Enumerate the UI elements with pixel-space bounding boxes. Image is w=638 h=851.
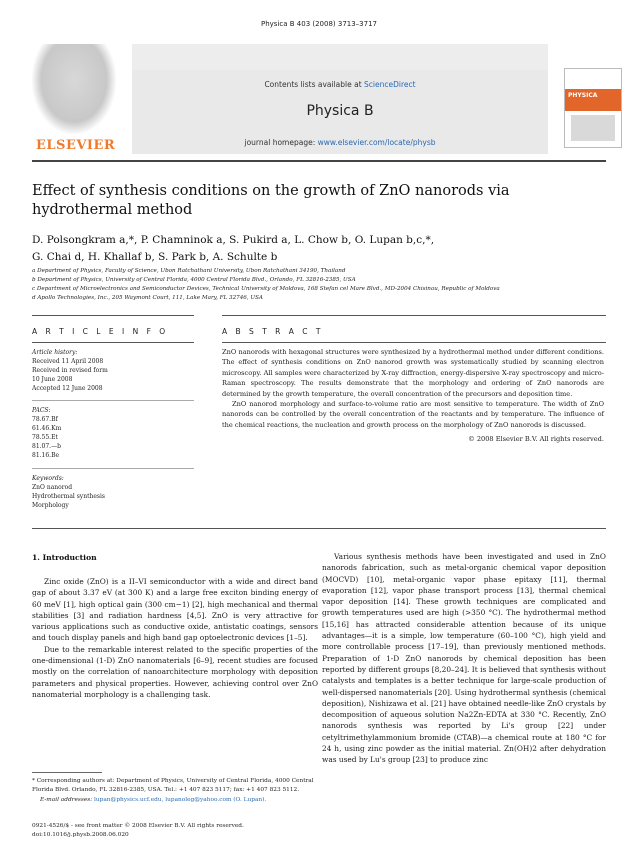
front-matter-footer xyxy=(32,822,318,841)
pacs-code: 78.67.Bf xyxy=(32,416,58,423)
homepage-link[interactable]: www.elsevier.com/locate/physb xyxy=(317,138,436,147)
history-item: 10 June 2008 xyxy=(32,376,73,383)
email-links[interactable]: lupan@physics.ucf.edu, lupanoleg@yahoo.com (O. Lupan). xyxy=(94,796,267,803)
issn-line: 0921-4526/$ - see front matter © 2008 Elsevier B.V. All rights reserved. xyxy=(32,823,244,829)
journal-reference: Physica B 403 (2008) 3713–3717 xyxy=(261,20,377,28)
elsevier-logo xyxy=(32,44,116,152)
tree-icon xyxy=(32,44,116,134)
abstract-paragraph: ZnO nanorods with hexagonal structures were synthesized by a hydrothermal method under different conditions. The effect of synthesis conditions on ZnO nanorod growth was systematically studied by scanning electron microscopy. All samples were characterized by X-ray diffraction, energy-dispersive X-ray spectroscopy and micro-Raman spectroscopy. The results demonstrate that the morphology and ordering of ZnO nanorods are determined by the growth temperature, the overall concentration of the precursors and deposition time. xyxy=(222,348,604,398)
section-heading-introduction: 1. Introduction xyxy=(32,553,97,562)
cover-image xyxy=(571,115,615,141)
pacs-block xyxy=(32,406,194,460)
authors-line-1: D. Polsongkram a,*, P. Chamninok a, S. Pukird a, L. Chow b, O. Lupan b,c,*, xyxy=(32,234,435,246)
pacs-code: 61.46.Km xyxy=(32,425,62,432)
article-info-heading: A R T I C L E I N F O xyxy=(32,327,169,336)
abstract-top-rule xyxy=(222,315,606,316)
history-item: Received 11 April 2008 xyxy=(32,358,104,365)
keyword: Morphology xyxy=(32,502,69,509)
pacs-code: 78.55.Et xyxy=(32,434,58,441)
sciencedirect-link[interactable]: ScienceDirect xyxy=(364,80,416,89)
article-history xyxy=(32,348,194,393)
email-label: E-mail addresses: xyxy=(40,796,95,803)
body-left-column xyxy=(32,576,318,700)
abstract-body xyxy=(222,347,604,445)
doi-line: doi:10.1016/j.physb.2008.06.020 xyxy=(32,832,129,839)
corresponding-note: * Corresponding authors at: Department of Physics, University of Central Florida, 4000 Central Florida Blvd. Orlando, FL 32816-2385, USA. Tel.: +1 407 823 5117; fax: +1 407 823 5112. xyxy=(32,778,314,794)
history-item: Accepted 12 June 2008 xyxy=(32,385,103,392)
affiliation-b: b Department of Physics, University of Central Florida, 4000 Central Florida Blvd., Orlando, FL 32816-2385, USA xyxy=(32,277,356,283)
info-top-rule xyxy=(32,315,194,316)
affiliation-d: d Apollo Technologies, Inc., 205 Waymont Court, 111, Lake Mary, FL 32746, USA xyxy=(32,295,263,301)
journal-homepage xyxy=(132,138,548,147)
body-paragraph: Zinc oxide (ZnO) is a II–VI semiconductor with a wide and direct band gap of about 3.37 eV (at 300 K) and a large free exciton binding energy of 60 meV [1], high optical gain (300 cm−1) [2], high mechanical and thermal stabilities [3] and radiation hardness [4,5]. ZnO is very attractive for various applications such as conductive oxide, antistatic coatings, sensors and touch display panels and high band gap optoelectronic devices [1–5]. xyxy=(32,577,318,643)
keyword: ZnO nanorod xyxy=(32,484,73,491)
contents-prefix: Contents lists available at xyxy=(264,80,365,89)
article-title xyxy=(32,182,606,220)
cover-title: PHYSICA xyxy=(568,92,598,99)
footnote-rule xyxy=(32,772,102,773)
keywords-label: Keywords: xyxy=(32,475,64,482)
abstract-mid-rule xyxy=(222,342,606,343)
history-label: Article history: xyxy=(32,349,78,356)
masthead-divider xyxy=(32,160,606,162)
history-item: Received in revised form xyxy=(32,367,108,374)
corresponding-footnote xyxy=(32,777,318,805)
elsevier-wordmark: ELSEVIER xyxy=(36,138,116,153)
abstract-copyright: © 2008 Elsevier B.V. All rights reserved. xyxy=(468,435,604,444)
keywords-block xyxy=(32,474,194,510)
info-mid-rule xyxy=(32,342,194,343)
title-line-2: hydrothermal method xyxy=(32,202,193,218)
title-line-1: Effect of synthesis conditions on the growth of ZnO nanorods via xyxy=(32,183,510,199)
info-divider xyxy=(32,400,194,401)
pacs-label: PACS: xyxy=(32,407,51,414)
journal-title: Physica B xyxy=(306,103,374,119)
pacs-code: 81.16.Be xyxy=(32,452,60,459)
body-paragraph: Various synthesis methods have been investigated and used in ZnO nanorods fabrication, such as metal-organic chemical vapor deposition (MOCVD) [10], metal-organic vapor phase epitaxy [11], thermal evaporation [12], vapor phase transport process [13], thermal chemical vapor deposition [14]. These growth techniques are complicated and growth temperatures used are high (>350 °C). The hydrothermal method [15,16] has attracted considerable attention because of its unique advantages—it is a simple, low temperature (60–100 °C), high yield and more controllable process [17–19], than previously mentioned methods. Preparation of 1-D ZnO nanorods by chemical deposition has been reported by different groups [8,20–24]. It is believed that synthesis without catalysts and templates is a better technique for large-scale production of well-dispersed nanomaterials [20]. Using hydrothermal synthesis (chemical deposition), Nishizawa et al. [21] have obtained needle-like ZnO crystals by decomposition of aqueous solution Na2Zn-EDTA at 330 °C. Recently, ZnO nanorods synthesis was reported by Li's group [22] under cetyltrimethylammonium bromide (CTAB)—a chemical route at 180 °C for 24 h, using zinc powder as the initial material. Zn(OH)2 after dehydration was used by Lu's group [23] to produce zinc xyxy=(322,552,606,765)
authors-line-2: G. Chai d, H. Khallaf b, S. Park b, A. Schulte b xyxy=(32,251,278,263)
body-paragraph: Due to the remarkable interest related to the specific properties of the one-dimensional (1-D) ZnO nanomaterials [6–9], recent studies are focused mostly on the correlation of nanoarchitecture morphology with deposition parameters and physical properties. However, achieving control over ZnO nanomaterial morphology is a challenging task. xyxy=(32,644,318,699)
email-line xyxy=(32,796,318,805)
masthead-top-band xyxy=(132,44,548,70)
author-list xyxy=(32,232,606,266)
journal-cover xyxy=(564,68,622,148)
info-divider xyxy=(32,468,194,469)
homepage-prefix: journal homepage: xyxy=(244,138,318,147)
keyword: Hydrothermal synthesis xyxy=(32,493,105,500)
affiliation-a: a Department of Physics, Faculty of Science, Ubon Ratchathani University, Ubon Ratchathani 34190, Thailand xyxy=(32,268,346,274)
contents-line xyxy=(132,80,548,89)
pacs-code: 81.07.—b xyxy=(32,443,61,450)
front-matter-bottom-rule xyxy=(32,528,606,529)
abstract-heading: A B S T R A C T xyxy=(222,327,324,336)
affiliation-c: c Department of Microelectronics and Semiconductor Devices, Technical University of Moldova, 168 Stefan cel Mare Blvd., MD-2004 Chisinau, Republic of Moldova xyxy=(32,286,500,292)
abstract-paragraph: ZnO nanorod morphology and surface-to-volume ratio are most sensitive to temperature. The width of ZnO nanorods can be controlled by the overall concentration of the reactants and by temperature. The influence of the chemical reactions, the nucleation and growth process on the morphology of ZnO nanorods is discussed. xyxy=(222,400,604,429)
body-right-column xyxy=(322,551,606,766)
